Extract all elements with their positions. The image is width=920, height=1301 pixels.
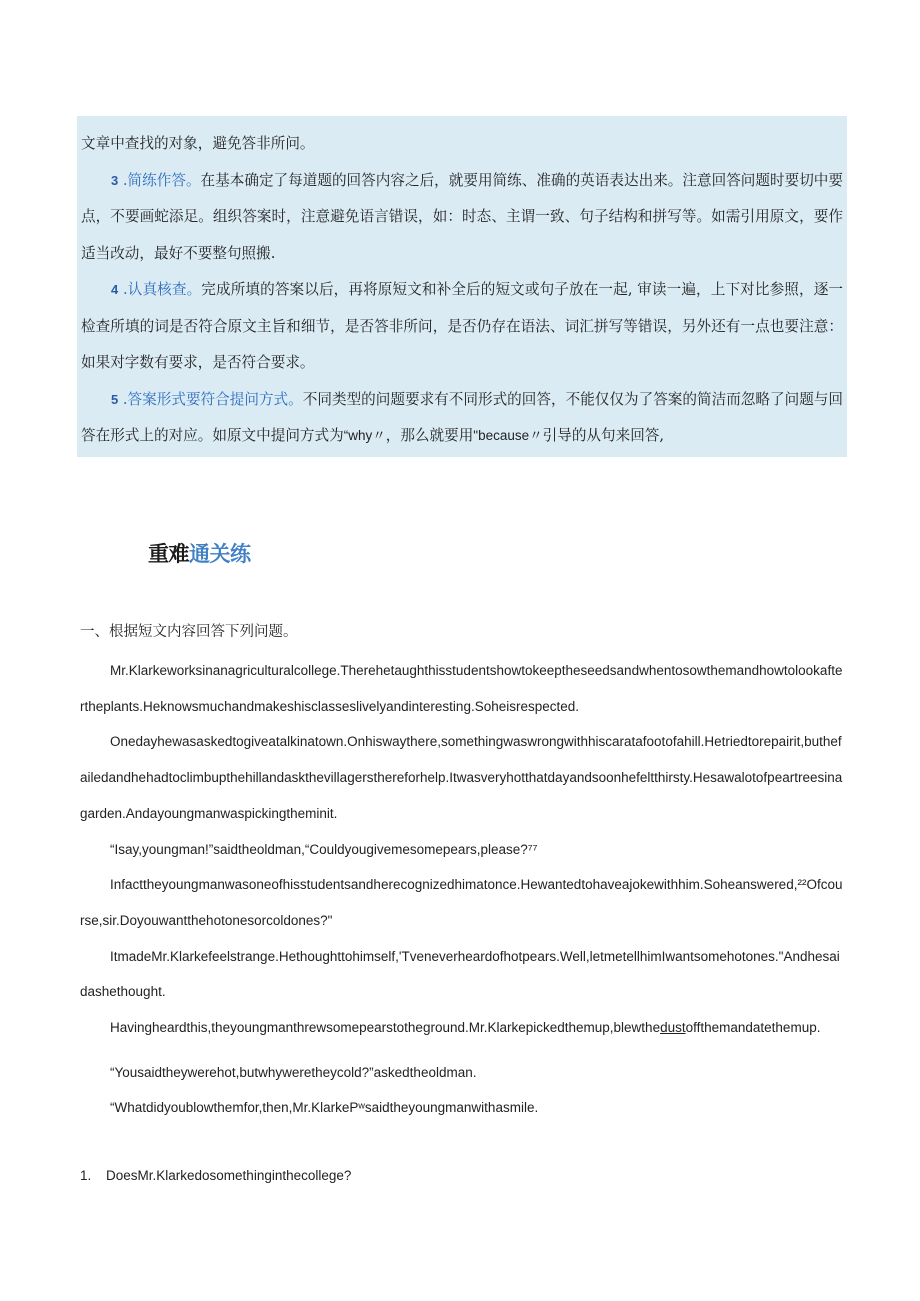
tip-5-text-c: 引导的从句来回答,: [542, 427, 665, 444]
tip-4-text: 完成所填的答案以后，再将原短文和补全后的短文或句子放在一起, 审读一遍，上下对比参照，逐一检查所填的词是否符合原文主旨和细节，是否答非所问，是否仍存在语法、词汇拼写等错误，另外还有一点也要注意：如果对字数有要求，是否符合要求。: [81, 281, 844, 371]
question-1: [80, 1168, 351, 1183]
passage-paragraph-6-text-b: offthemandatethemup.: [685, 1020, 821, 1036]
exercise-instruction: 一、根据短文内容回答下列问题。: [80, 624, 298, 640]
tip-5: [81, 382, 843, 455]
tip-3-text: 在基本确定了每道题的回答内容之后，就要用简练、准确的英语表达出来。注意回答问题时要切中要点，不要画蛇添足。组织答案时，注意避免语言错误，如：时态、主谓一致、句子结构和拼写等。如需引用原文，要作适当改动，最好不要整句照搬.: [81, 171, 843, 262]
passage-paragraph-3: “Isay,youngman!”saidtheoldman,“Couldyougivemesomepears,please?⁷⁷: [110, 841, 538, 857]
section-title-part-b: 通关练: [189, 542, 251, 566]
tip-5-text-a: 不同类型的问题要求有不同形式的回答，不能仅仅为了答案的简洁而忽略了问题与回答在形式上的对应。如原文中提问方式为: [81, 390, 844, 444]
underlined-word-dust: dust: [660, 1020, 686, 1036]
passage-paragraph-4: Infacttheyoungmanwasoneofhisstudentsandherecognizedhimatonce.Hewantedtohaveajokewithhim.Soheanswered,²²Ofcourse,sir.Doyouwantthehotonesorcoldones?": [80, 877, 843, 928]
passage-paragraph-1: Mr.Klarkeworksinanagriculturalcollege.Therehetaughthisstudentshowtokeeptheseedsandwhentosowthemandhowtolookaftertheplants.Heknowsmuchandmakeshisclasseslivelyandinteresting.Soheisrespected.: [80, 663, 843, 714]
section-title-part-a: 重难: [148, 542, 189, 566]
question-1-number: 1.: [80, 1168, 92, 1183]
tip-4: [81, 272, 843, 382]
tip-3-title: .简练作答。: [122, 171, 201, 189]
passage-paragraph-6-text-a: Havingheardthis,theyoungmanthrewsomepearstotheground.Mr.Klarkepickedthemup,blewthe: [110, 1020, 661, 1036]
passage-paragraph-5: ItmadeMr.Klarkefeelstrange.Hethoughttohimself,'Tveneverheardofhotpears.Well,letmetellhimIwantsomehotones."Andhesaidashethought.: [80, 948, 840, 1000]
question-1-text: DoesMr.Klarkedosomethinginthecollege?: [106, 1168, 352, 1183]
tip-4-number: 4: [111, 282, 119, 297]
tips-continued-line: 文章中查找的对象，避免答非所问。: [81, 135, 315, 152]
passage-paragraph-2: Onedayhewasaskedtogiveatalkinatown.Onhiswaythere,somethingwaswrongwithhiscaratafootofahill.Hetriedtorepairit,buthefailedandhehadtoclimbupthehillandaskthevillagersthereforhelp.Itwasveryhotthatdayandsoonhefeltthirsty.Hesawalotofpeartreesinagarden.Andayoungmanwaspickingtheminit.: [80, 734, 843, 821]
tip-5-number: 5: [111, 391, 119, 407]
tip-5-word-why: “why〃: [343, 428, 386, 443]
section-title: [148, 538, 251, 568]
reading-passage: [80, 653, 846, 1126]
tips-box: [77, 116, 847, 457]
passage-paragraph-6: [80, 1010, 846, 1046]
tip-5-text-b: ，那么就要用: [385, 427, 474, 444]
tip-4-title: .认真核查。: [123, 281, 202, 298]
tip-3: [81, 163, 843, 273]
passage-paragraph-8: “Whatdidyoublowthemfor,then,Mr.KlarkePʷsaidtheyoungmanwithasmile.: [110, 1100, 539, 1116]
tip-3-number: 3: [111, 172, 119, 188]
passage-paragraph-7: “Yousaidtheywerehot,butwhyweretheycold?”askedtheoldman.: [110, 1064, 477, 1080]
tip-5-title: .答案形式要符合提问方式。: [122, 390, 303, 408]
tip-5-word-because: "because〃: [473, 428, 543, 443]
